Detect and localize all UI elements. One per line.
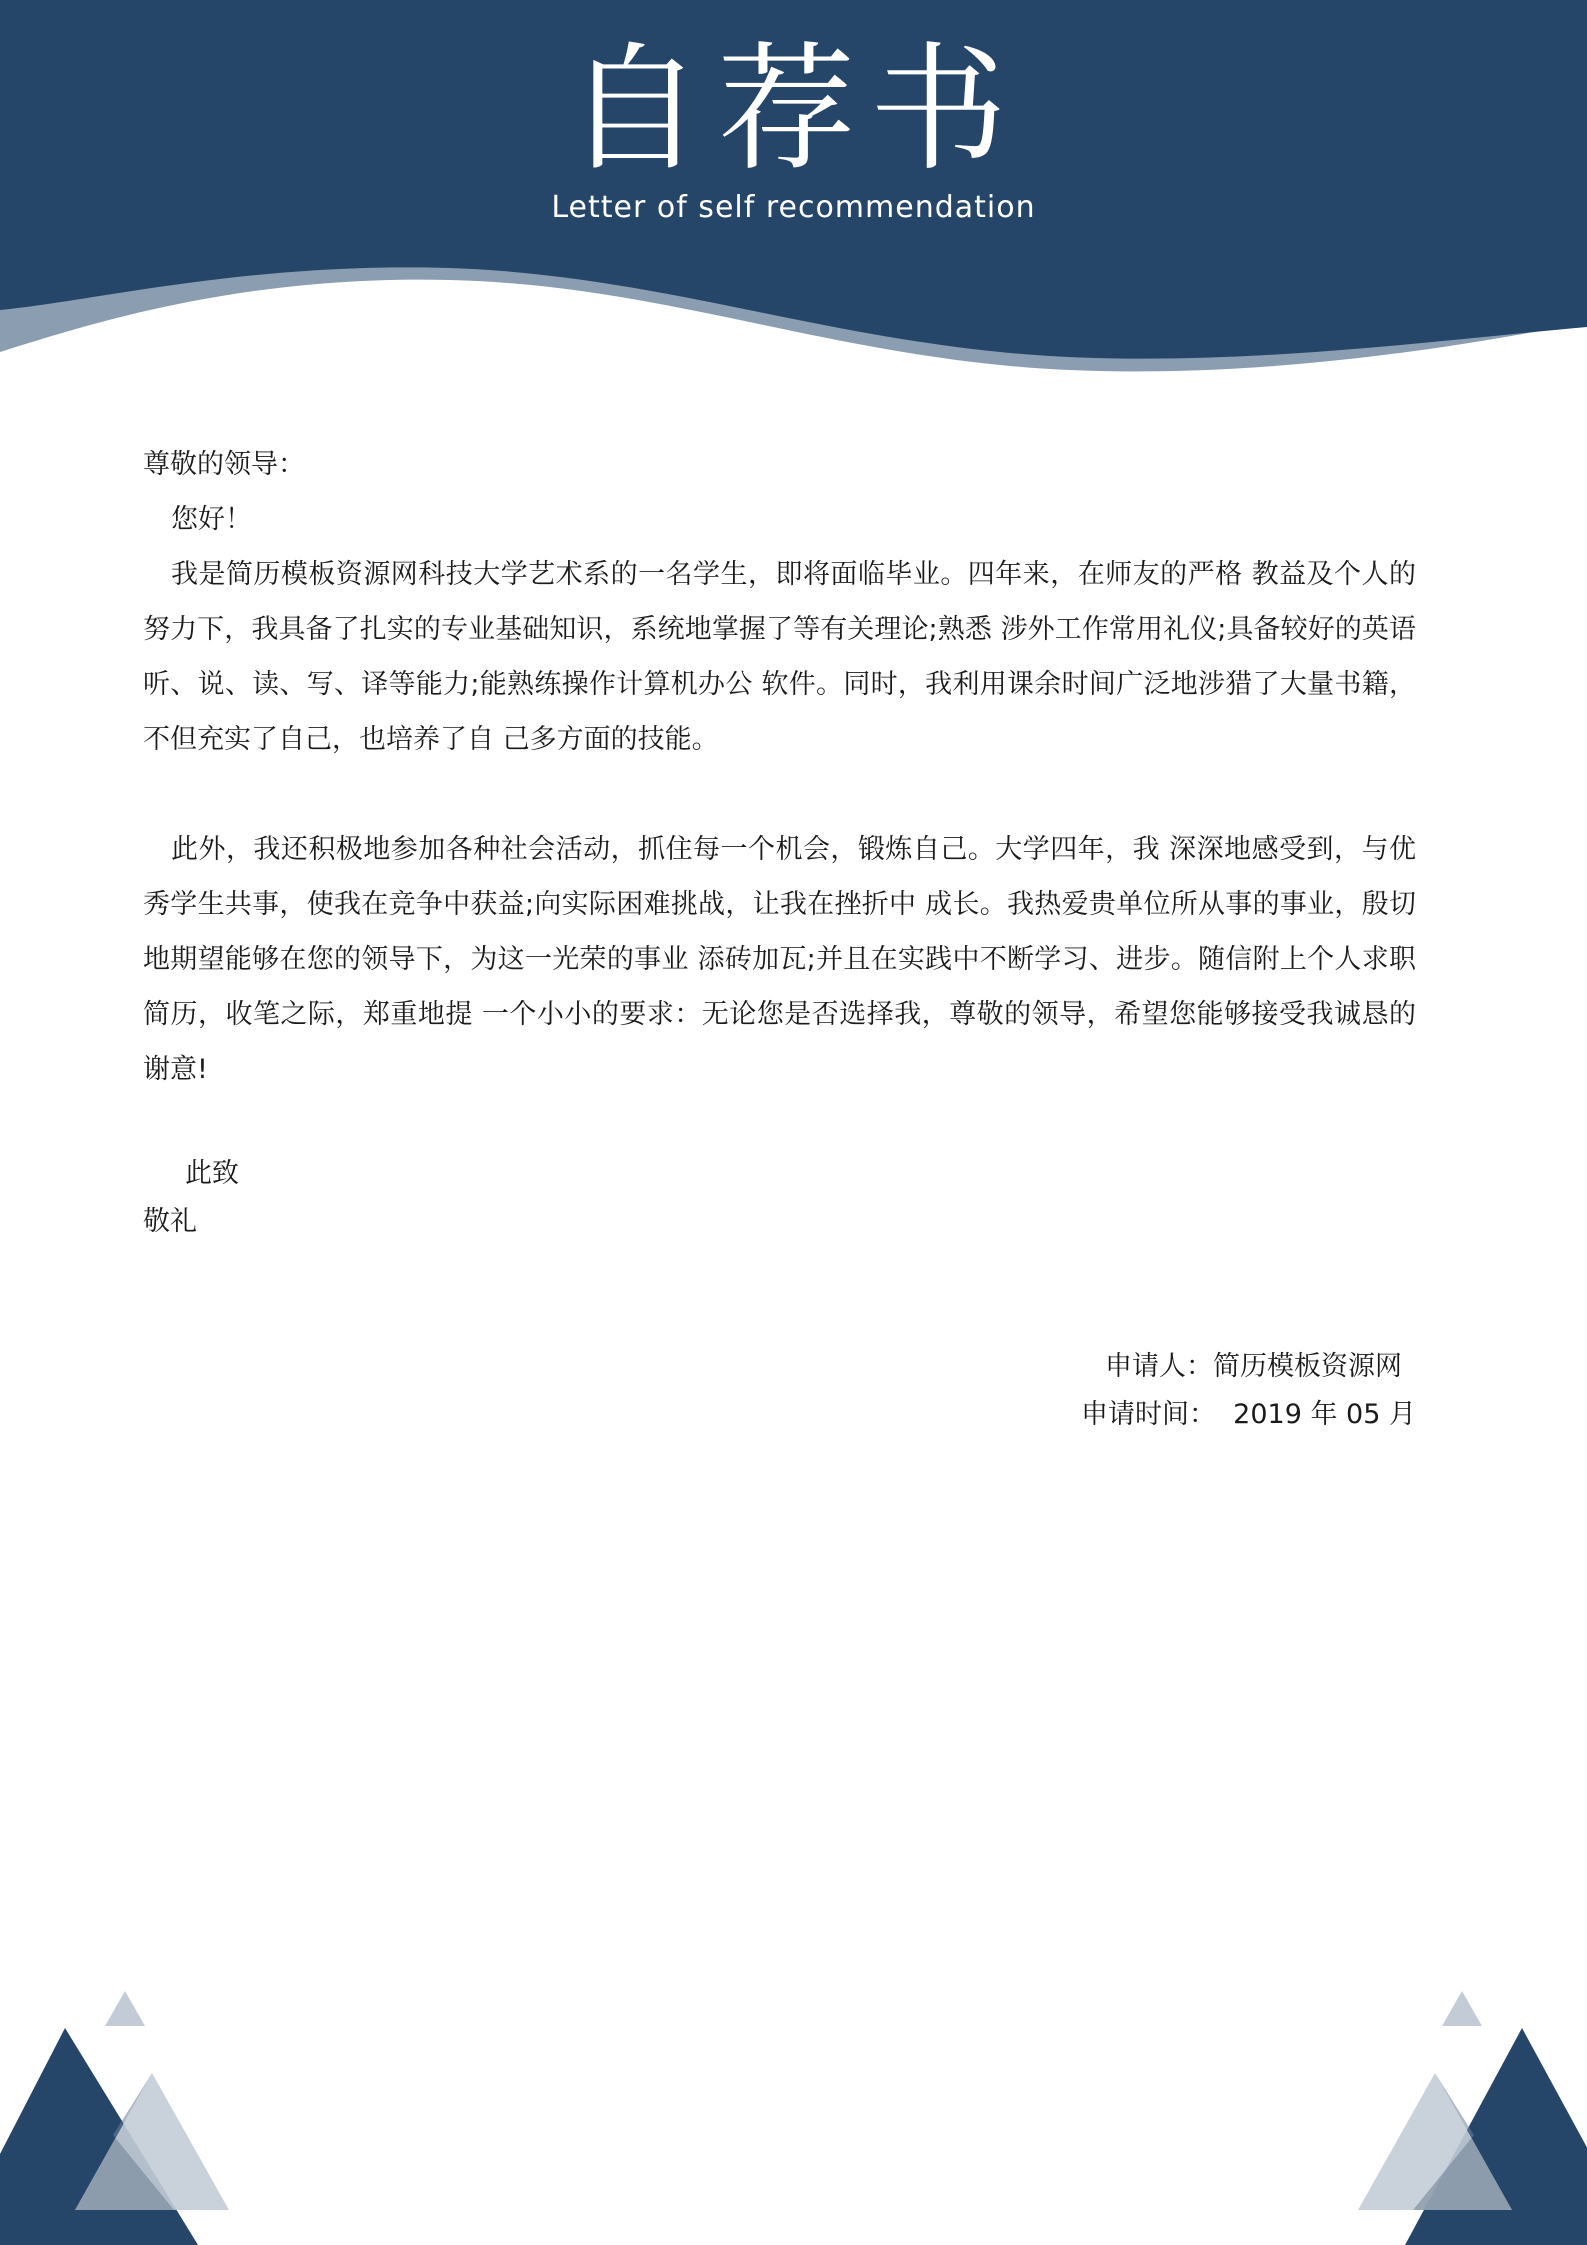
closing [143, 1150, 239, 1246]
triangle-overlap-left [75, 2073, 174, 2210]
triangle-dark-right [1405, 2028, 1587, 2245]
triangle-light-right [1358, 2073, 1512, 2210]
greeting: 您好！ [171, 504, 252, 535]
applicant-name: 申请人：简历模板资源网 [1105, 1351, 1402, 1382]
triangle-small-left [105, 1991, 145, 2026]
triangle-small-right [1442, 1991, 1482, 2026]
triangle-overlap-right [1413, 2073, 1512, 2210]
paragraph-1: 我是简历模板资源网科技大学艺术系的一名学生，即将面临毕业。四年来，在师友的严格 教益及个人的努力下，我具备了扎实的专业基础知识，系统地掌握了等有关理论;熟悉 涉外工作常用礼仪;具备较好的英语听、说、读、写、译等能力;能熟练操作计算机办公 软件。同时，我利用课余时间广泛地涉猎了大量书籍，不但充实了自己，也培养了自 己多方面的技能。 [143, 559, 1416, 755]
triangle-light-left [75, 2073, 229, 2210]
signature-block [1081, 1343, 1416, 1439]
application-date: 申请时间： 2019 年 05 月 [1081, 1399, 1416, 1430]
paragraph-2: 此外，我还积极地参加各种社会活动，抓住每一个机会，锻炼自己。大学四年，我 深深地感受到，与优秀学生共事，使我在竞争中获益;向实际困难挑战，让我在挫折中 成长。我热爱贵单位所从事的事业，殷切地期望能够在您的领导下，为这一光荣的事业 添砖加瓦;并且在实践中不断学习、进步。随信附上个人求职简历，收笔之际，郑重地提 一个小小的要求：无论您是否选择我，尊敬的领导，希望您能够接受我诚恳的谢意! [143, 834, 1416, 1085]
closing-line-1: 此致 [185, 1158, 239, 1189]
closing-line-2: 敬礼 [143, 1206, 197, 1237]
subtitle: Letter of self recommendation [551, 190, 1036, 225]
title: 自荐书 [565, 29, 1022, 190]
triangle-dark-left [0, 2028, 198, 2245]
salutation: 尊敬的领导： [143, 449, 305, 480]
letter-body [143, 437, 1416, 1097]
